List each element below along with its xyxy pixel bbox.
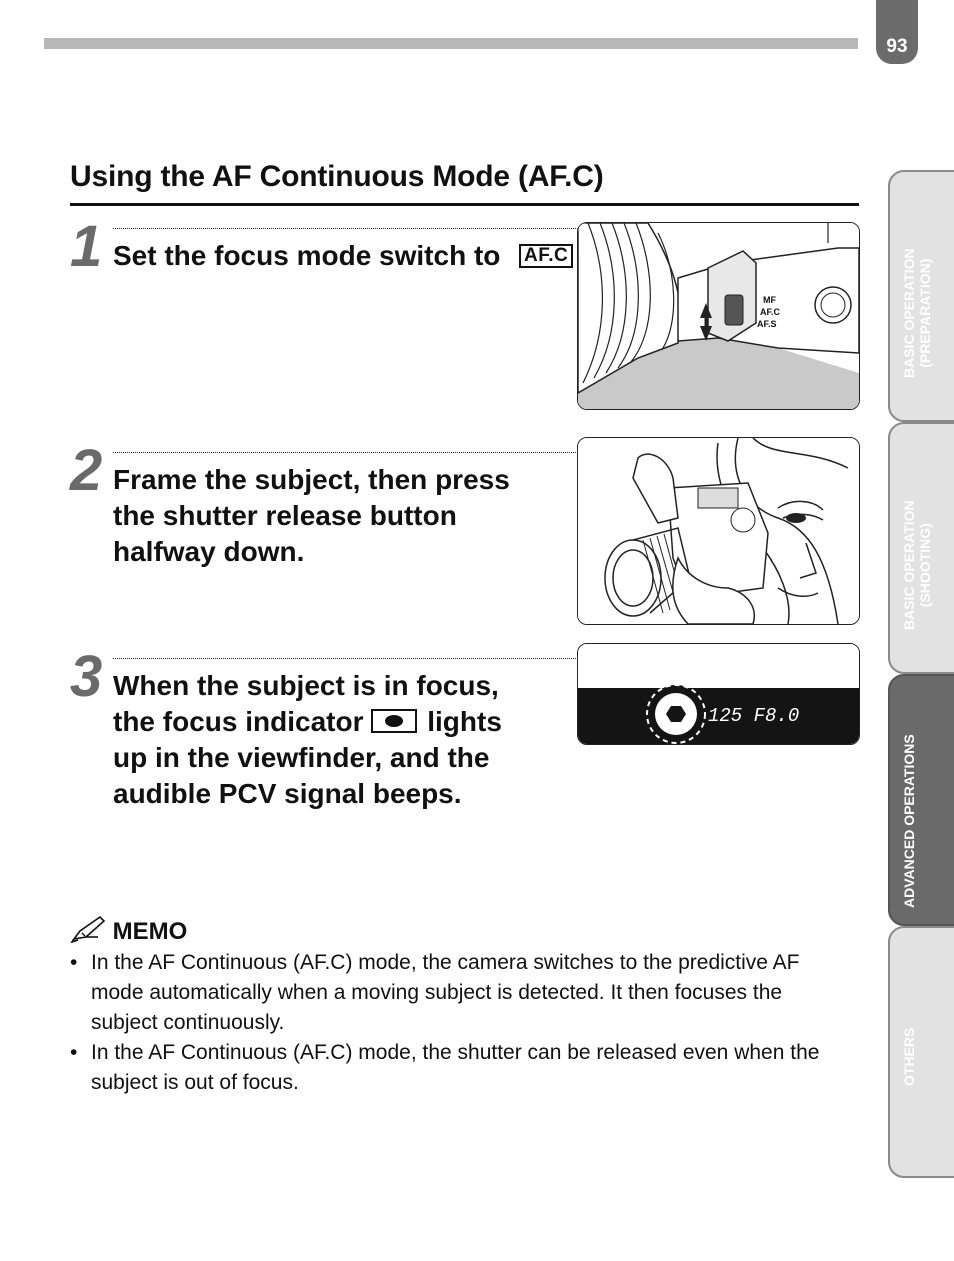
camera-side-illustration <box>578 223 859 409</box>
viewfinder-readout: 125 F8.0 <box>708 705 800 727</box>
memo-heading <box>70 915 187 946</box>
memo-list <box>70 948 850 1098</box>
step-1-label: Set the focus mode switch to <box>113 240 501 271</box>
section-title: Using the AF Continuous Mode (AF.C) <box>70 160 604 193</box>
figure-person-with-camera <box>577 437 860 625</box>
step-3-number: 3 <box>70 644 103 709</box>
step-1-number: 1 <box>70 214 103 279</box>
step-2-number: 2 <box>70 438 103 503</box>
af-c-badge: AF.C <box>519 244 573 268</box>
step-3-divider <box>113 658 578 659</box>
person-camera-illustration <box>578 438 859 624</box>
pencil-memo-icon <box>70 915 106 943</box>
focus-indicator-icon <box>371 709 417 733</box>
figure-viewfinder-display <box>577 643 860 745</box>
step-3-text-after: lights up in the viewfinder, and the audible PCV signal beeps. <box>113 706 502 809</box>
viewfinder-illustration <box>578 644 859 744</box>
page-number: 93 <box>886 36 908 57</box>
step-1-divider <box>113 228 578 229</box>
tab-label-shooting: BASIC OPERATION (SHOOTING) <box>901 500 933 630</box>
step-2-text: Frame the subject, then press the shutter release button halfway down. <box>113 464 510 567</box>
step-2-divider <box>113 452 578 453</box>
figure-focus-mode-switch <box>577 222 860 410</box>
memo-item: • In the AF Continuous (AF.C) mode, the camera switches to the predictive AF mode automatically when a moving subject is detected. It then focuses the subject continuously. <box>70 948 850 1038</box>
title-underline <box>70 203 859 206</box>
tab-label-preparation: BASIC OPERATION (PREPARATION) <box>901 248 933 378</box>
header-rule <box>44 38 858 49</box>
step-3-text <box>113 668 513 812</box>
tab-label-advanced: ADVANCED OPERATIONS <box>901 734 917 908</box>
tab-advanced-operations[interactable] <box>888 674 954 926</box>
memo-item: • In the AF Continuous (AF.C) mode, the shutter can be released even when the subject is out of focus. <box>70 1038 850 1098</box>
step-3-text-before: When the subject is in focus, the focus indicator <box>113 670 499 737</box>
switch-label-mf: MF <box>763 295 776 305</box>
tab-label-others: OTHERS <box>901 1027 917 1086</box>
switch-label-afc: AF.C <box>760 307 780 317</box>
switch-label-afs: AF.S <box>757 319 777 329</box>
page-number-tab <box>876 0 918 64</box>
memo-title: MEMO <box>112 918 188 945</box>
step-1-text <box>113 238 588 277</box>
tab-others[interactable] <box>888 926 954 1178</box>
